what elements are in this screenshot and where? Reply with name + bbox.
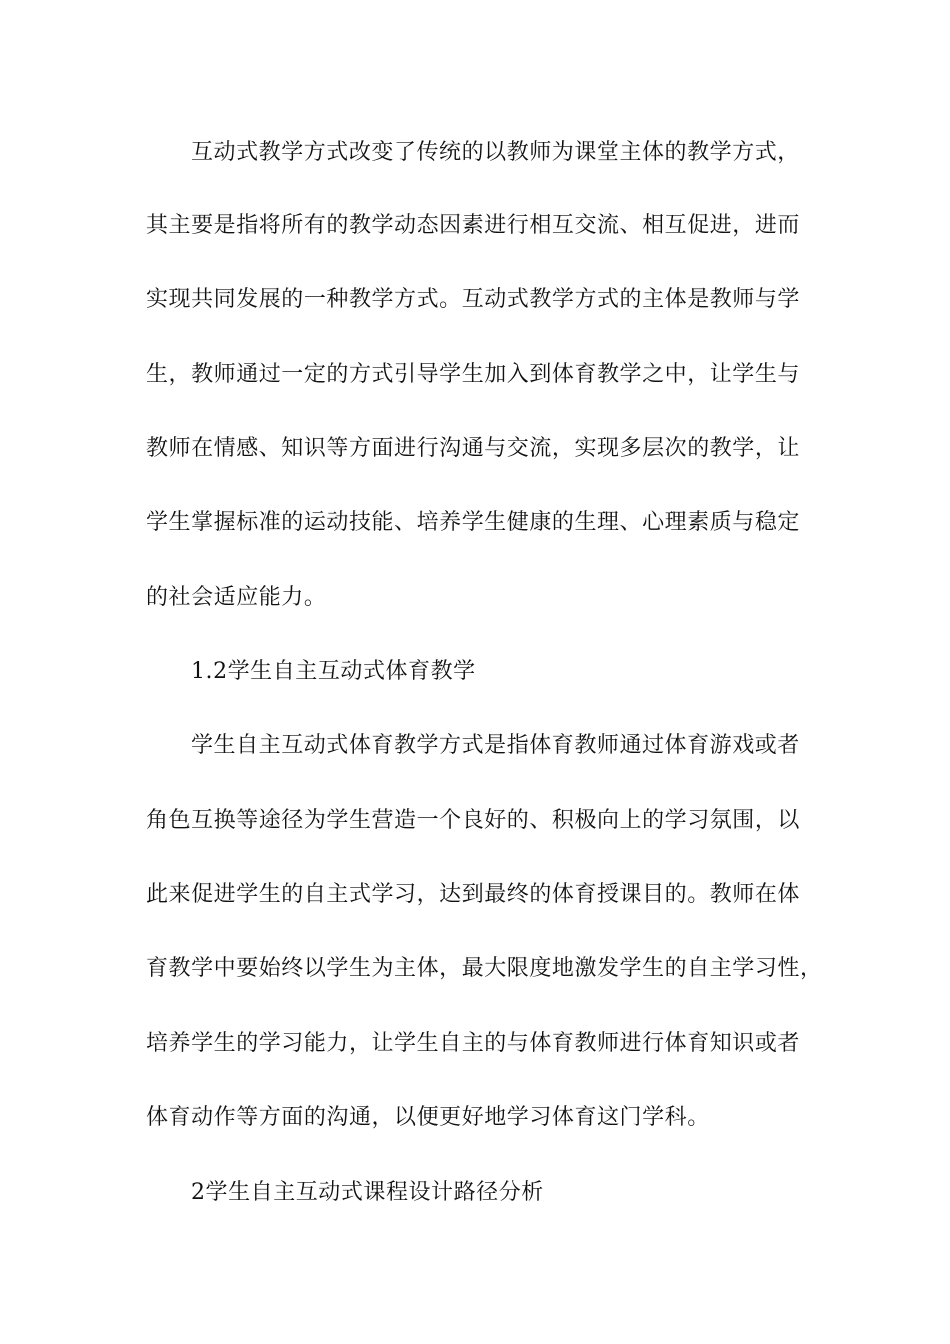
paragraph-2-line-6: 体育动作等方面的沟通，以便更好地学习体育这门学科。 <box>146 1105 710 1130</box>
section-heading-1-2: 1.2学生自主互动式体育教学 <box>191 659 476 684</box>
paragraph-2-line-2: 角色互换等途径为学生营造一个良好的、积极向上的学习氛围，以 <box>146 808 800 833</box>
paragraph-2-line-4: 育教学中要始终以学生为主体，最大限度地激发学生的自主学习性， <box>146 956 823 981</box>
paragraph-1-line-6: 学生掌握标准的运动技能、培养学生健康的生理、心理素质与稳定 <box>146 510 800 535</box>
paragraph-1-line-5: 教师在情感、知识等方面进行沟通与交流，实现多层次的教学，让 <box>146 436 800 461</box>
paragraph-2-line-1: 学生自主互动式体育教学方式是指体育教师通过体育游戏或者 <box>191 733 800 758</box>
paragraph-1-line-3: 实现共同发展的一种教学方式。互动式教学方式的主体是教师与学 <box>146 287 800 312</box>
paragraph-1-line-4: 生，教师通过一定的方式引导学生加入到体育教学之中，让学生与 <box>146 362 800 387</box>
paragraph-2-line-3: 此来促进学生的自主式学习，达到最终的体育授课目的。教师在体 <box>146 882 800 907</box>
section-heading-2: 2学生自主互动式课程设计路径分析 <box>191 1180 544 1205</box>
paragraph-1-line-1: 互动式教学方式改变了传统的以教师为课堂主体的教学方式， <box>191 140 800 165</box>
paragraph-1-line-7: 的社会适应能力。 <box>146 585 327 610</box>
paragraph-1-line-2: 其主要是指将所有的教学动态因素进行相互交流、相互促进，进而 <box>146 213 800 238</box>
paragraph-2-line-5: 培养学生的学习能力，让学生自主的与体育教师进行体育知识或者 <box>146 1031 800 1056</box>
